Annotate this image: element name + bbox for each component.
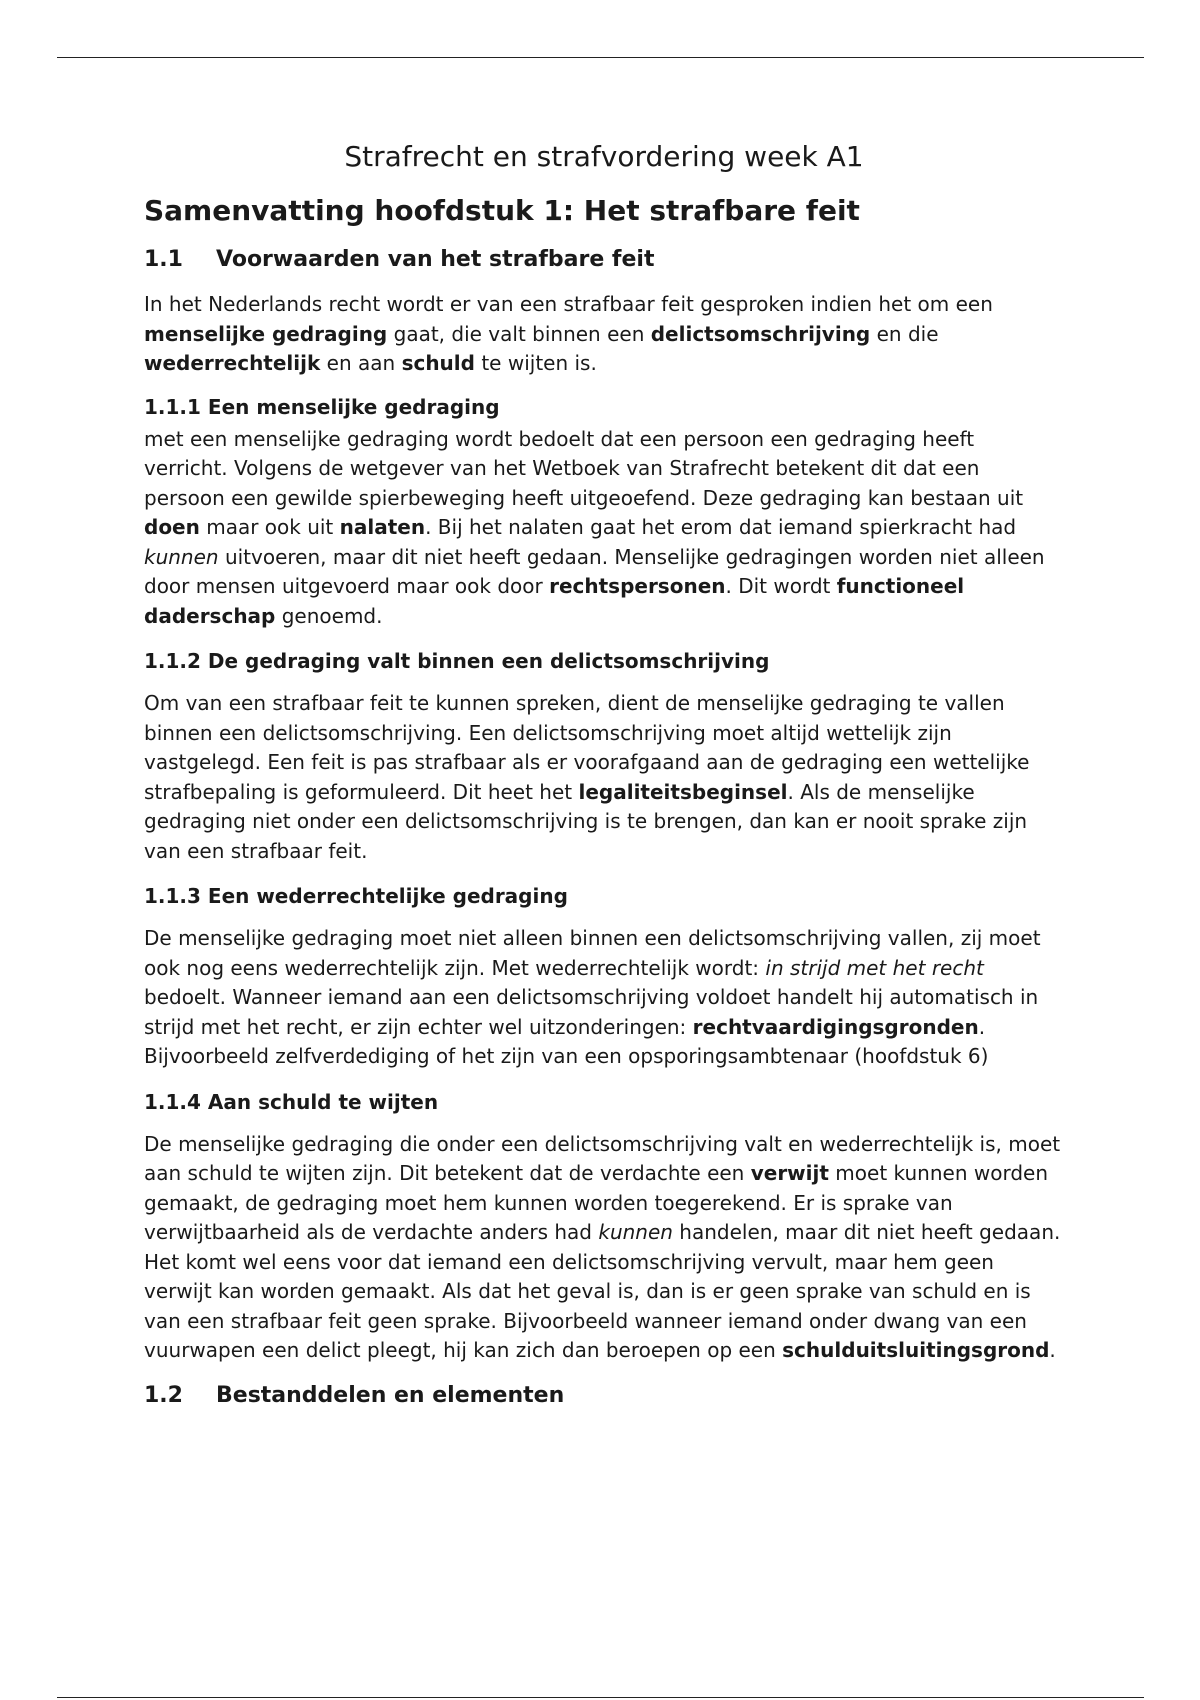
header-rule <box>57 57 1144 58</box>
chapter-heading: Samenvatting hoofdstuk 1: Het strafbare feit <box>144 194 860 227</box>
text: Om van een strafbaar feit te kunnen spreken, dient de menselijke gedraging te vallen binnen een delictsomschrijving. Een delictsomschrijving moet altijd wettelijk zijn vastgelegd. Een feit is pas strafbaar als er voorafgaand aan de gedraging een wettelijke strafbepaling is geformuleerd. Dit heet het <box>144 691 1030 804</box>
bold-term: delictsomschrijving <box>650 321 871 346</box>
section-number: 1.1 <box>144 247 183 272</box>
text: moet kunnen worden gemaakt, de gedraging moet hem kunnen worden toegerekend. Er is sprake van verwijtbaarheid als de verdachte anders had <box>144 1161 1048 1244</box>
bold-term: nalaten <box>339 515 426 539</box>
text: . <box>1049 1338 1056 1362</box>
paragraph-1-1-3 <box>144 924 1064 1072</box>
footer-rule <box>57 1697 1144 1698</box>
section-heading-1-2 <box>144 1382 1064 1410</box>
italic-term: in strijd met het recht <box>765 955 984 980</box>
bold-term: rechtspersonen <box>549 574 726 598</box>
section-heading-1-1 <box>144 246 1064 274</box>
italic-term: kunnen <box>144 544 219 569</box>
bold-term: doen <box>144 515 200 539</box>
text: De menselijke gedraging die onder een delictsomschrijving valt en wederrechtelijk is, moet aan schuld te wijten zijn. Dit betekent dat de verdachte een <box>144 1131 1061 1185</box>
text: te wijten is. <box>474 351 597 375</box>
paragraph-1-1-4 <box>144 1130 1064 1366</box>
text: In het Nederlands recht wordt er van een strafbaar feit gesproken indien het om een <box>144 292 993 316</box>
subsection-heading-1-1-2: 1.1.2 De gedraging valt binnen een delictsomschrijving <box>144 649 770 673</box>
bold-term: functioneel daderschap <box>144 574 965 628</box>
bold-term: schuld <box>401 351 475 375</box>
subsection-heading-1-1-3: 1.1.3 Een wederrechtelijke gedraging <box>144 884 568 908</box>
bold-term: menselijke gedraging <box>144 321 388 346</box>
document-title: Strafrecht en strafvordering week A1 <box>344 140 864 173</box>
paragraph-1-1-2 <box>144 689 1064 866</box>
text: en aan <box>320 351 402 375</box>
text: maar ook uit <box>199 515 340 539</box>
text: De menselijke gedraging moet niet alleen binnen een delictsomschrijving vallen, zij moet ook nog eens wederrechtelijk zijn. Met wederrechtelijk wordt: <box>144 926 1041 980</box>
intro-paragraph <box>144 290 1064 379</box>
bold-term: verwijt <box>750 1161 829 1185</box>
section-title: Voorwaarden van het strafbare feit <box>216 247 655 272</box>
text: . Als de menselijke gedraging niet onder een delictsomschrijving is te brengen, dan kan er nooit sprake zijn van een strafbaar feit. <box>144 779 1028 863</box>
text: handelen, maar dit niet heeft gedaan. Het komt wel eens voor dat iemand een delictsomschrijving vervult, maar hem geen verwijt kan worden gemaakt. Als dat het geval is, dan is er geen sprake van schuld en is van een strafbaar feit geen sprake. Bijvoorbeeld wanneer iemand onder dwang van een vuurwapen een delict pleegt, hij kan zich dan beroepen op een <box>144 1220 1061 1362</box>
text: gaat, die valt binnen een <box>387 321 651 346</box>
italic-term: kunnen <box>598 1220 673 1244</box>
subsection-heading-1-1-4: 1.1.4 Aan schuld te wijten <box>144 1089 439 1114</box>
text: . Dit wordt <box>725 574 837 598</box>
text: en die <box>870 321 939 346</box>
section-number: 1.2 <box>144 1382 183 1408</box>
text: . Bijvoorbeeld zelfverdediging of het zijn van een opsporingsambtenaar (hoofdstuk 6) <box>144 1014 989 1068</box>
paragraph-1-1-1 <box>144 425 1064 632</box>
section-title: Bestanddelen en elementen <box>216 1382 565 1408</box>
text: . Bij het nalaten gaat het erom dat iemand spierkracht had <box>425 515 1017 539</box>
bold-term: rechtvaardigingsgronden <box>692 1014 979 1039</box>
document-body <box>144 140 1064 1426</box>
subsection-heading-1-1-1: 1.1.1 Een menselijke gedraging <box>144 394 500 419</box>
text: met een menselijke gedraging wordt bedoelt dat een persoon een gedraging heeft verricht. Volgens de wetgever van het Wetboek van Strafrecht betekent dit dat een persoon een gewilde spierbeweging heeft uitgeoefend. Deze gedraging kan bestaan uit <box>144 426 1024 510</box>
bold-term: legaliteitsbeginsel <box>578 779 788 804</box>
bold-term: schulduitsluitingsgrond <box>782 1338 1050 1362</box>
text: bedoelt. Wanneer iemand aan een delictsomschrijving voldoet handelt hij automatisch in strijd met het recht, er zijn echter wel uitzonderingen: <box>144 985 1039 1039</box>
text: uitvoeren, maar dit niet heeft gedaan. Menselijke gedragingen worden niet alleen door mensen uitgevoerd maar ook door <box>144 544 1045 598</box>
text: genoemd. <box>275 603 383 628</box>
bold-term: wederrechtelijk <box>144 351 321 375</box>
